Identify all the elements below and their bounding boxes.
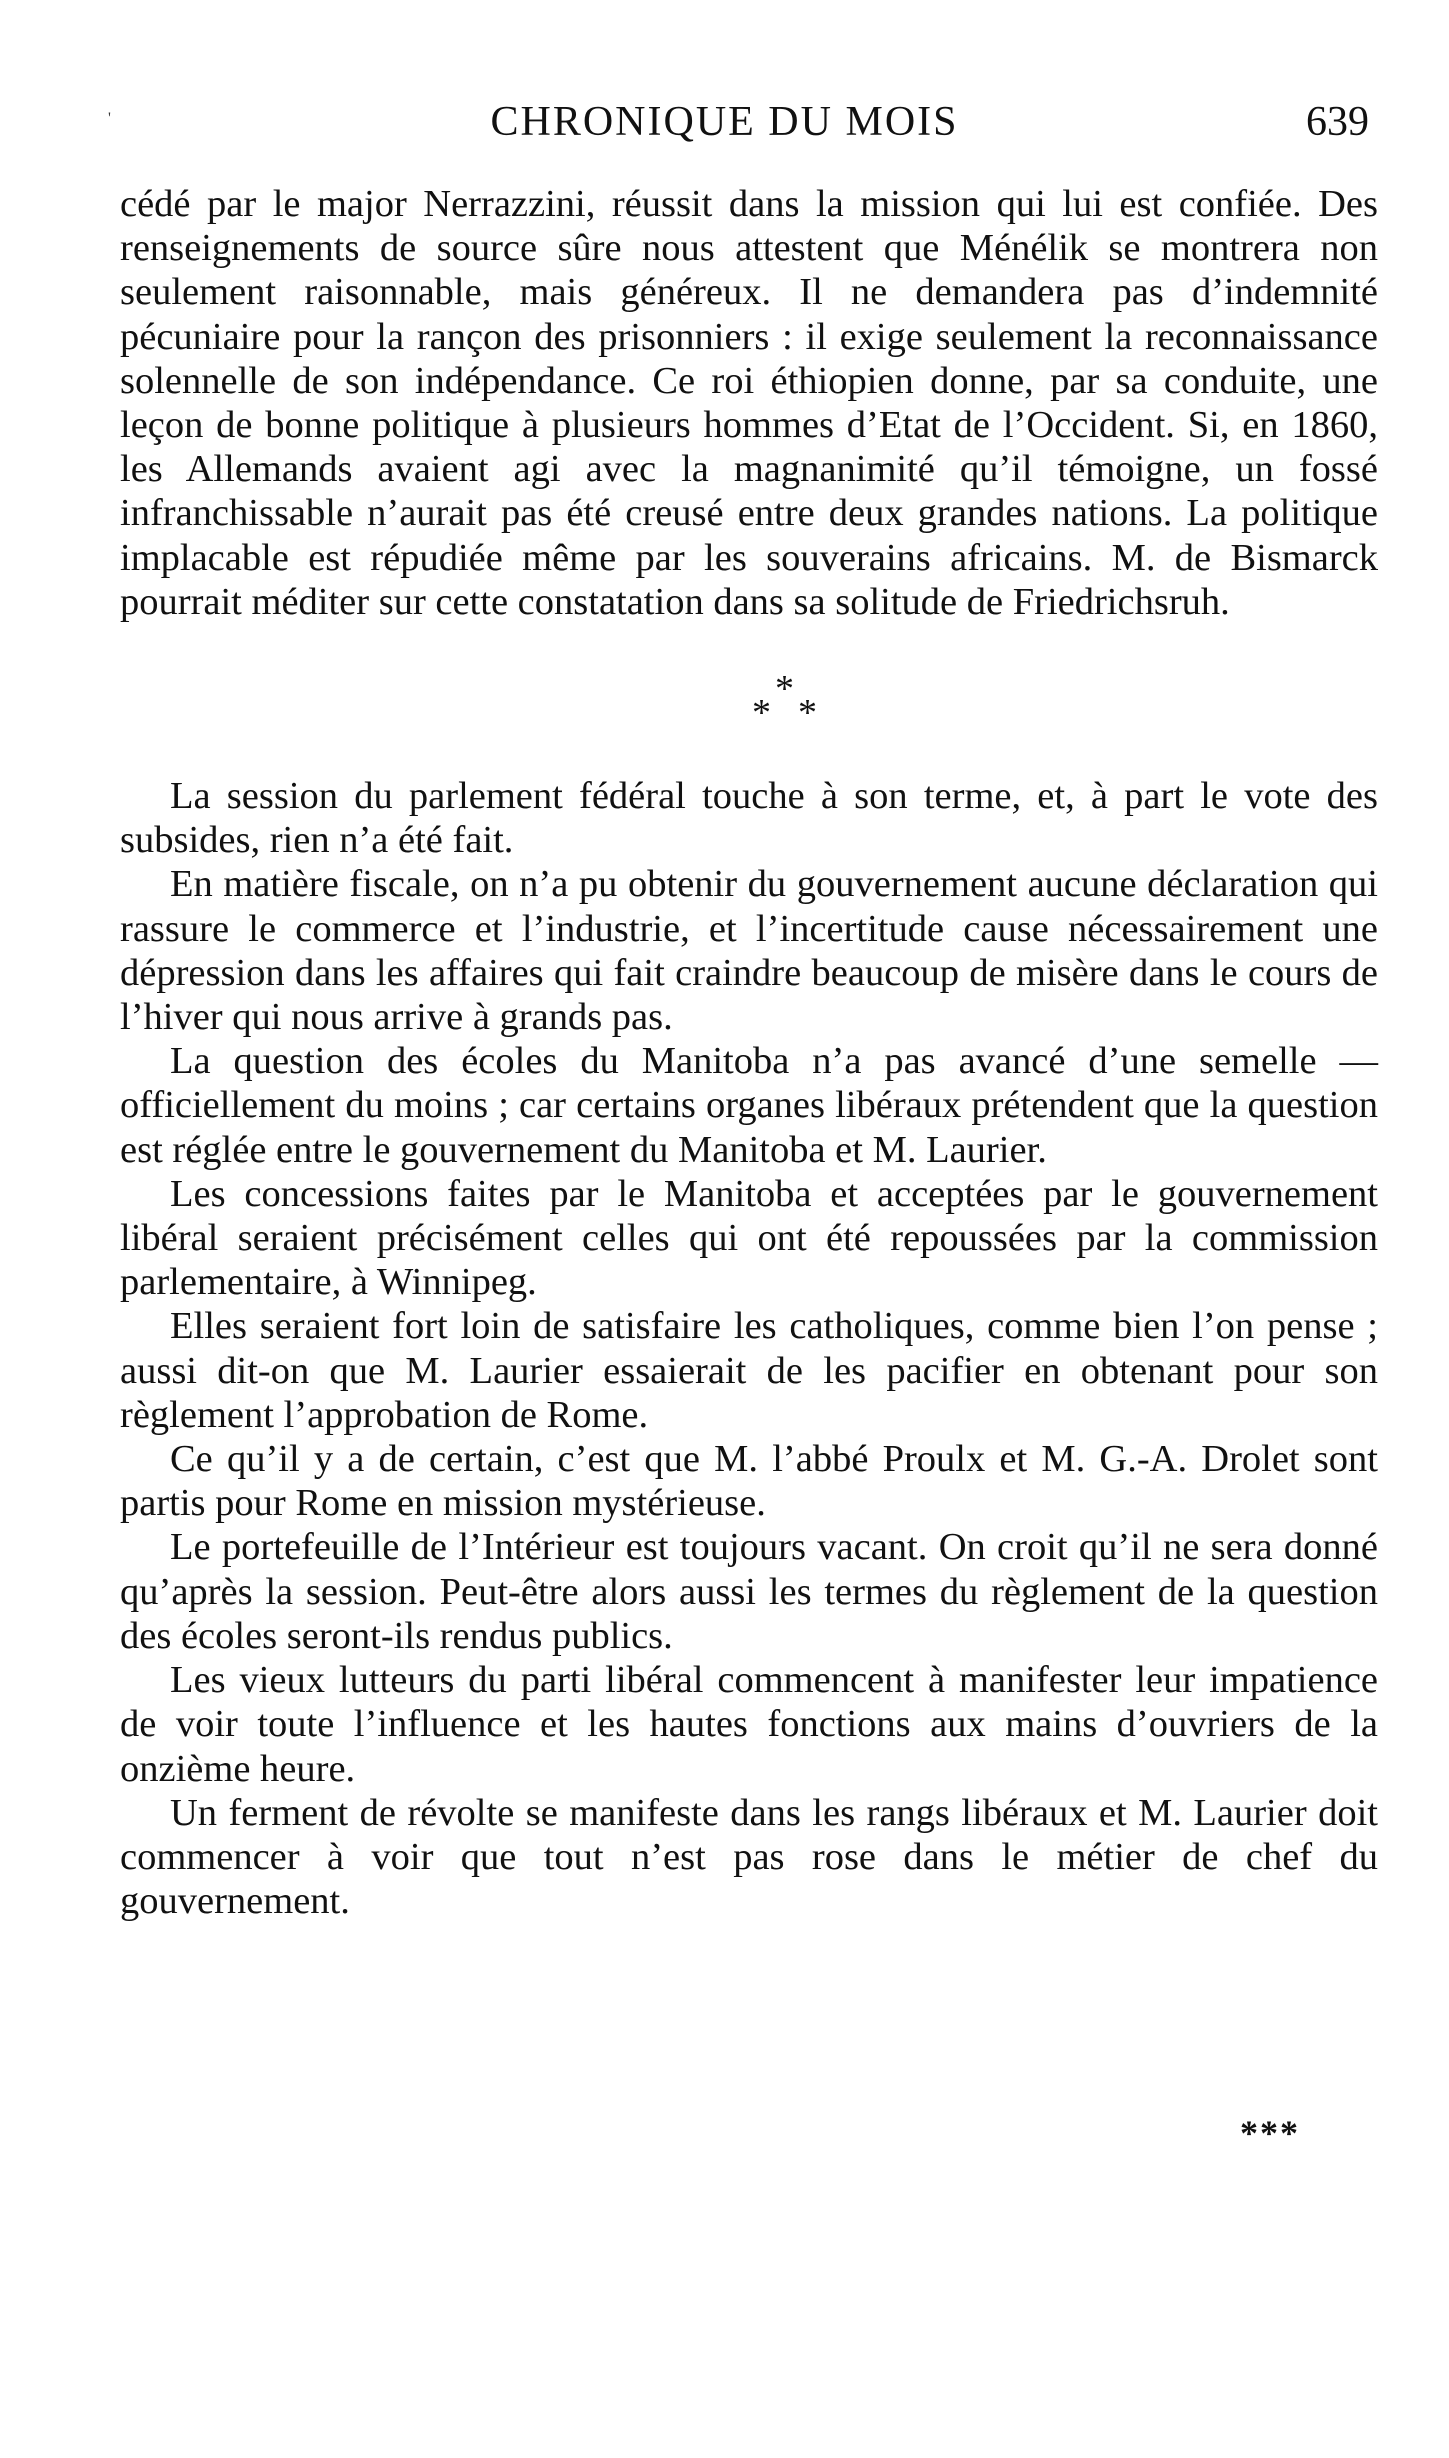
paragraph: La question des écoles du Manitoba n’a pas avancé d’une semelle —officiellement du moins ; car certains organes libéraux prétendent que la question est réglée entre le gouvernement du Manitoba et M. Laurier. [120,1040,1378,1171]
page-number: 639 [1306,99,1369,145]
asterism [740,624,860,744]
asterisk-top: * [775,668,794,711]
section-separator [120,624,1378,774]
page-body [120,182,1378,1923]
paragraph: En matière fiscale, on n’a pu obtenir du gouvernement aucune déclaration qui rassure le commerce et l’industrie, et l’incertitude cause nécessairement une dépression dans les affaires qui fait craindre beaucoup de misère dans le cours de l’hiver qui nous arrive à grands pas. [120,863,1378,1039]
paragraph: Les concessions faites par le Manitoba et acceptées par le gouvernement libéral seraient précisément celles qui ont été repoussées par la commission parlementaire, à Winnipeg. [120,1172,1378,1304]
running-title: CHRONIQUE DU MOIS [490,99,959,145]
paragraph: Le portefeuille de l’Intérieur est toujours vacant. On croit qu’il ne sera donné qu’après la session. Peut-être alors aussi les termes du règlement de la question des écoles seront-ils rendus publics. [120,1526,1378,1657]
end-mark: *** [1240,2113,1300,2153]
paragraph: Elles seraient fort loin de satisfaire les catholiques, comme bien l’on pense ; aussi dit-on que M. Laurier essaierait de les pacifier en obtenant pour son règlement l’approbation de Rome. [120,1305,1378,1436]
paragraph-continuation: cédé par le major Nerrazzini, réussit dans la mission qui lui est confiée. Des renseignements de source sûre nous attestent que Ménélik se montrera non seulement raisonnable, mais généreux. Il ne demandera pas d’indemnité pécuniaire pour la rançon des prisonniers : il exige seulement la reconnaissance solennelle de son indépendance. Ce roi éthiopien donne, par sa conduite, une leçon de bonne politique à plusieurs hommes d’Etat de l’Occident. Si, en 1860, les Allemands avaient agi avec la magnanimité qu’il témoigne, un fossé infranchissable n’aurait pas été creusé entre deux grandes nations. La politique implacable est répudiée même par les souverains africains. M. de Bismarck pourrait méditer sur cette constatation dans sa solitude de Friedrichsruh. [120,183,1378,623]
asterisk-left: * [752,692,771,735]
running-header [0,98,1449,158]
margin-mark: ' [108,110,111,127]
paragraph: La session du parlement fédéral touche à son terme, et, à part le vote des subsides, rien n’a été fait. [120,775,1378,862]
paragraph: Ce qu’il y a de certain, c’est que M. l’abbé Proulx et M. G.-A. Drolet sont partis pour Rome en mission mystérieuse. [120,1438,1378,1525]
asterisk-right: * [798,692,817,735]
paragraph: Les vieux lutteurs du parti libéral commencent à manifester leur impatience de voir toute l’influence et les hautes fonctions aux mains d’ouvriers de la onzième heure. [120,1659,1378,1790]
paragraph: Un ferment de révolte se manifeste dans les rangs libéraux et M. Laurier doit commencer à voir que tout n’est pas rose dans le métier de chef du gouvernement. [120,1791,1378,1923]
